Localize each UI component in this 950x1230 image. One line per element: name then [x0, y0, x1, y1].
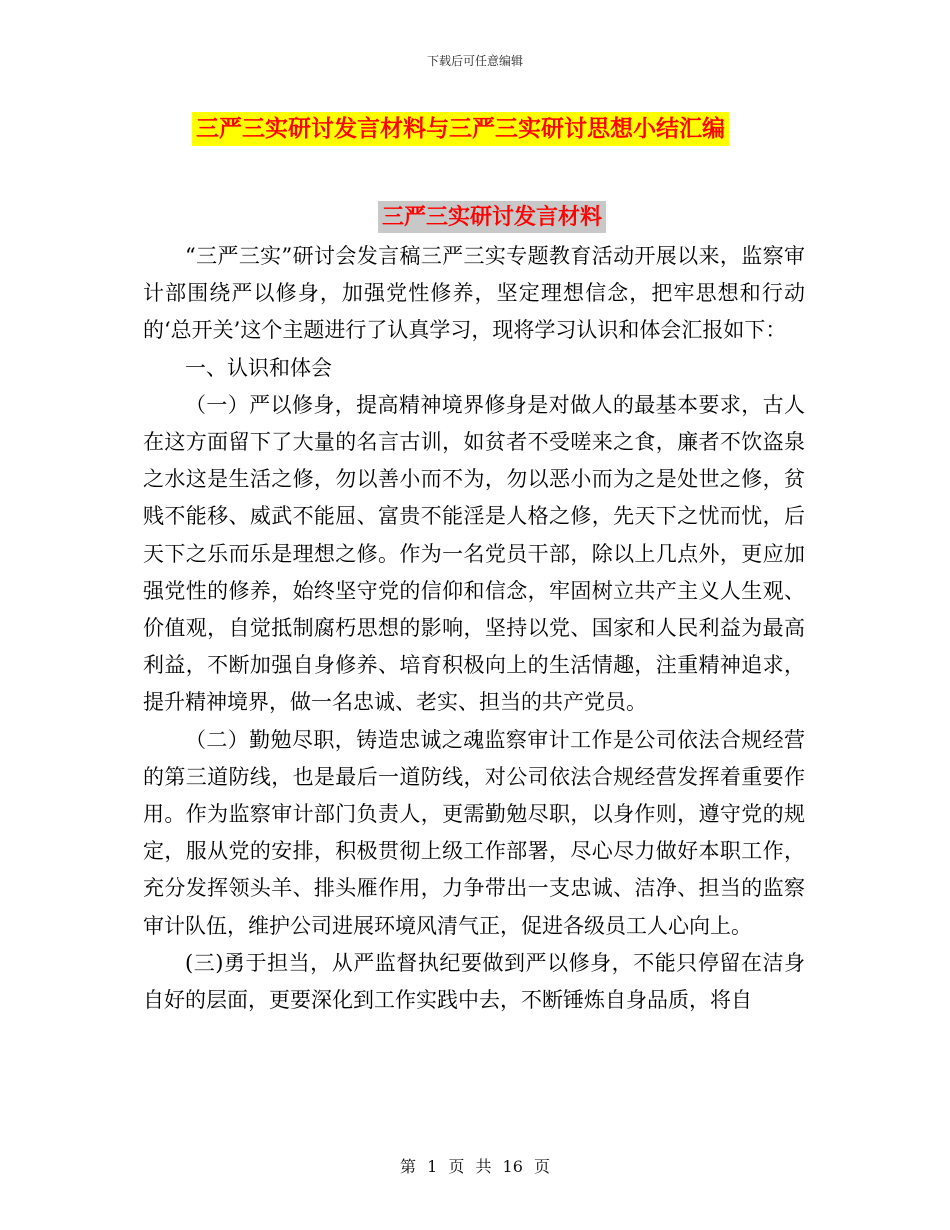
document-body [143, 238, 805, 1019]
section-title: 三严三实研讨发言材料 [378, 201, 606, 233]
paragraph-heading-1: 一、认识和体会 [185, 355, 332, 380]
document-title: 三严三实研讨发言材料与三严三实研讨思想小结汇编 [192, 112, 729, 146]
page-footer: 第 1 页 共 16 页 [400, 1157, 550, 1176]
header-note: 下载后可任意编辑 [426, 54, 523, 68]
paragraph-intro: “三严三实”研讨会发言稿三严三实专题教育活动开展以来，监察审计部围绕严以修身，加强党性修养，坚定理想信念，把牢思想和行动的‘总开关’这个主题进行了认真学习，现将学习认识和体会汇报如下： [143, 244, 805, 343]
paragraph-section-2: （二）勤勉尽职，铸造忠诚之魂监察审计工作是公司依法合规经营的第三道防线，也是最后一道防线，对公司依法合规经营发挥着重要作用。作为监察审计部门负责人，更需勤勉尽职，以身作则，遵守党的规定，服从党的安排，积极贯彻上级工作部署，尽心尽力做好本职工作，充分发挥领头羊、排头雁作用，力争带出一支忠诚、洁净、担当的监察审计队伍，维护公司进展环境风清气正，促进各级员工人心向上。 [143, 727, 805, 938]
paragraph-section-1: （一）严以修身，提高精神境界修身是对做人的最基本要求，古人在这方面留下了大量的名言古训，如贫者不受嗟来之食，廉者不饮盗泉之水这是生活之修，勿以善小而不为，勿以恶小而为之是处世之修，贫贱不能移、威武不能屈、富贵不能淫是人格之修，先天下之忧而忧，后天下之乐而乐是理想之修。作为一名党员干部，除以上几点外，更应加强党性的修养，始终坚守党的信仰和信念，牢固树立共产主义人生观、价值观，自觉抵制腐朽思想的影响，坚持以党、国家和人民利益为最高利益，不断加强自身修养、培育积极向上的生活情趣，注重精神追求，提升精神境界，做一名忠诚、老实、担当的共产党员。 [143, 392, 805, 715]
paragraph-section-3: (三)勇于担当，从严监督执纪要做到严以修身，不能只停留在洁身自好的层面，更要深化到工作实践中去，不断锤炼自身品质，将自 [143, 950, 805, 1013]
